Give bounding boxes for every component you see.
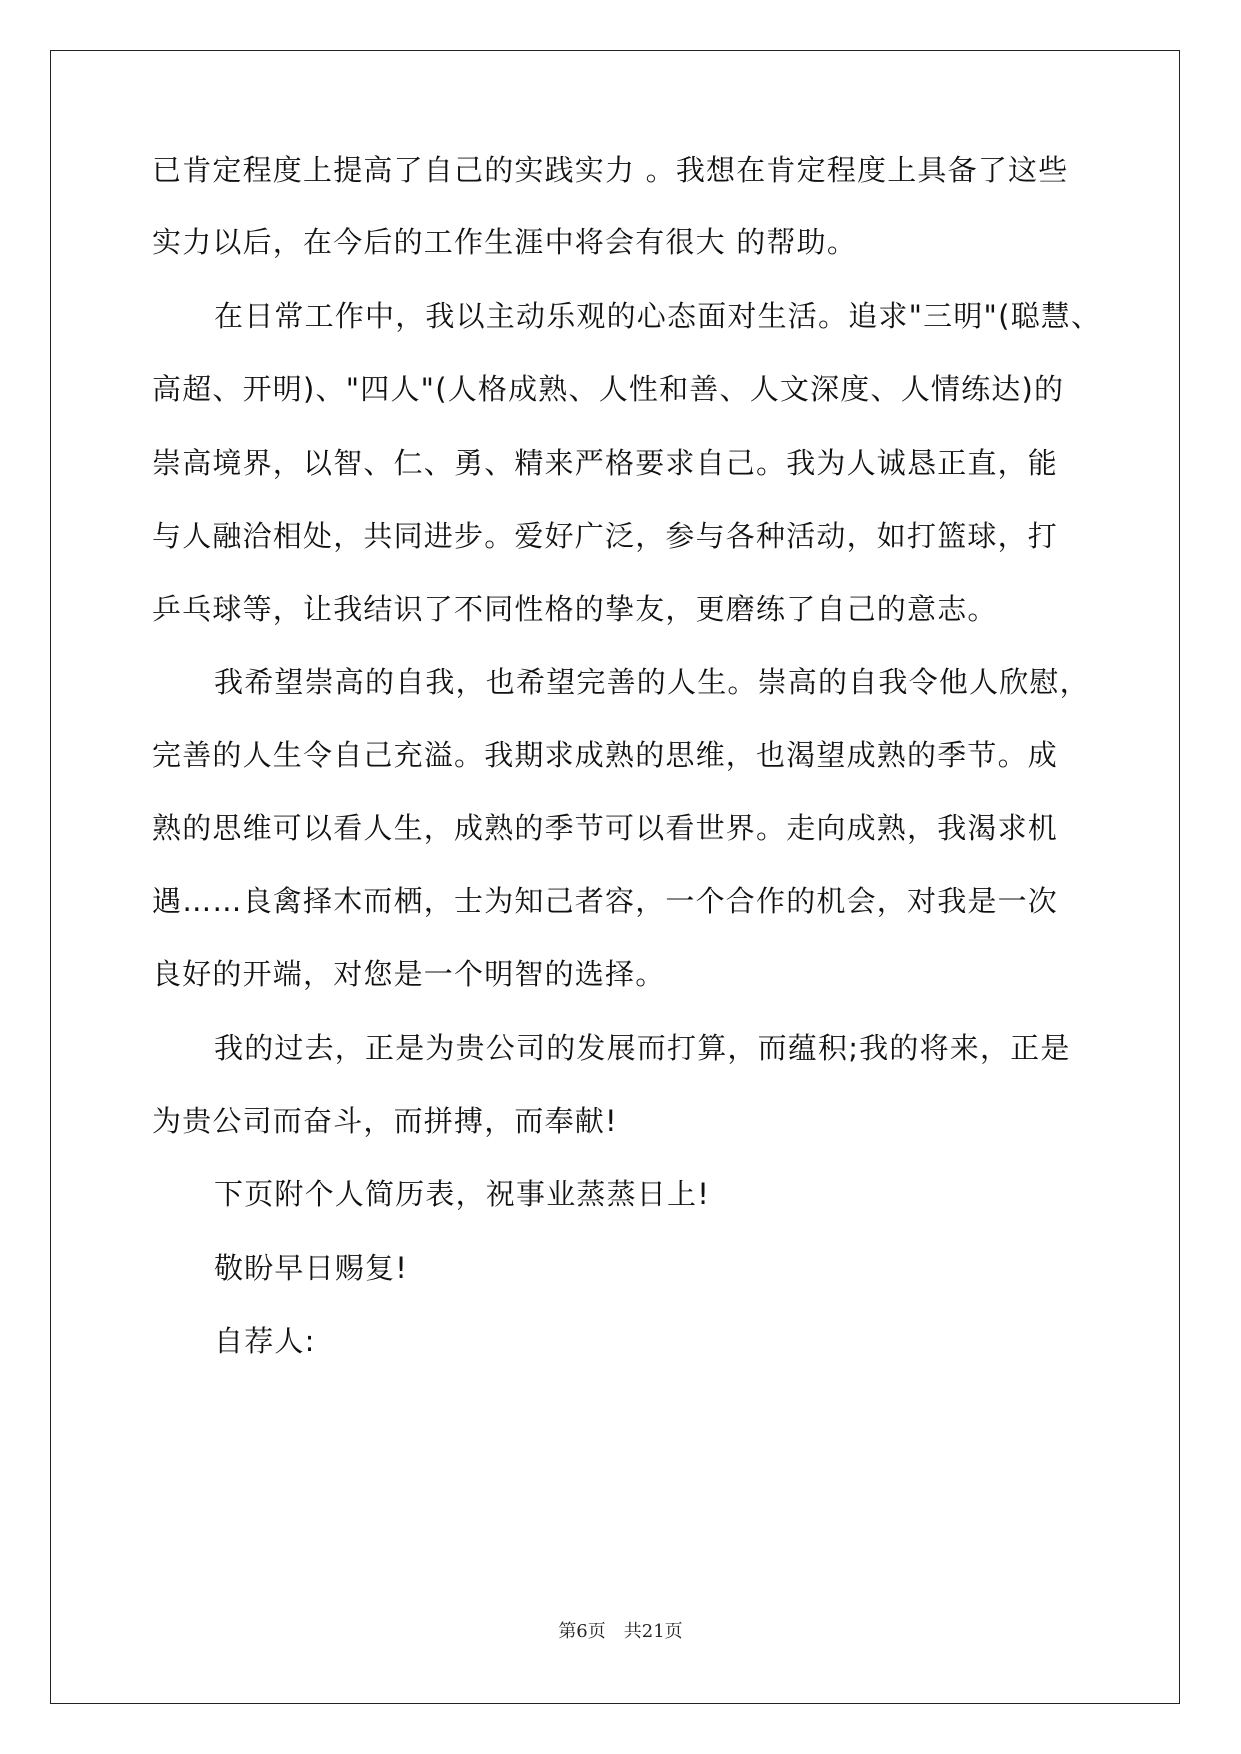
paragraph-start-line: 我希望崇高的自我，也希望完善的人生。崇高的自我令他人欣慰， [214, 665, 1090, 699]
text-line: 已肯定程度上提高了自己的实践实力 。我想在肯定程度上具备了这些 [152, 153, 1069, 187]
text-line: 遇……良禽择木而栖，士为知己者容，一个合作的机会，对我是一次 [152, 884, 1059, 918]
page-number-footer: 第6页 共21页 [558, 1621, 683, 1642]
text-line: 完善的人生令自己充溢。我期求成熟的思维，也渴望成熟的季节。成 [152, 738, 1059, 772]
text-line: 与人融洽相处，共同进步。爱好广泛，参与各种活动，如打篮球，打 [152, 519, 1059, 553]
text-line: 熟的思维可以看人生，成熟的季节可以看世界。走向成熟，我渴求机 [152, 811, 1059, 845]
paragraph-start-line: 下页附个人简历表，祝事业蒸蒸日上! [214, 1177, 711, 1211]
text-line: 良好的开端，对您是一个明智的选择。 [152, 957, 666, 991]
paragraph-start-line: 在日常工作中，我以主动乐观的心态面对生活。追求"三明"(聪慧、 [214, 299, 1102, 333]
paragraph-start-line: 我的过去，正是为贵公司的发展而打算，而蕴积;我的将来，正是 [214, 1031, 1071, 1065]
text-line: 为贵公司而奋斗，而拼搏，而奉献! [152, 1104, 618, 1138]
text-line: 高超、开明)、"四人"(人格成熟、人性和善、人文深度、人情练达)的 [152, 372, 1065, 406]
text-line: 实力以后，在今后的工作生涯中将会有很大 的帮助。 [152, 225, 858, 259]
text-line: 崇高境界，以智、仁、勇、精来严格要求自己。我为人诚恳正直，能 [152, 446, 1059, 480]
text-line: 乒乓球等，让我结识了不同性格的挚友，更磨练了自己的意志。 [152, 592, 998, 626]
signature-label: 自荐人: [214, 1324, 316, 1358]
paragraph-start-line: 敬盼早日赐复! [214, 1251, 409, 1285]
